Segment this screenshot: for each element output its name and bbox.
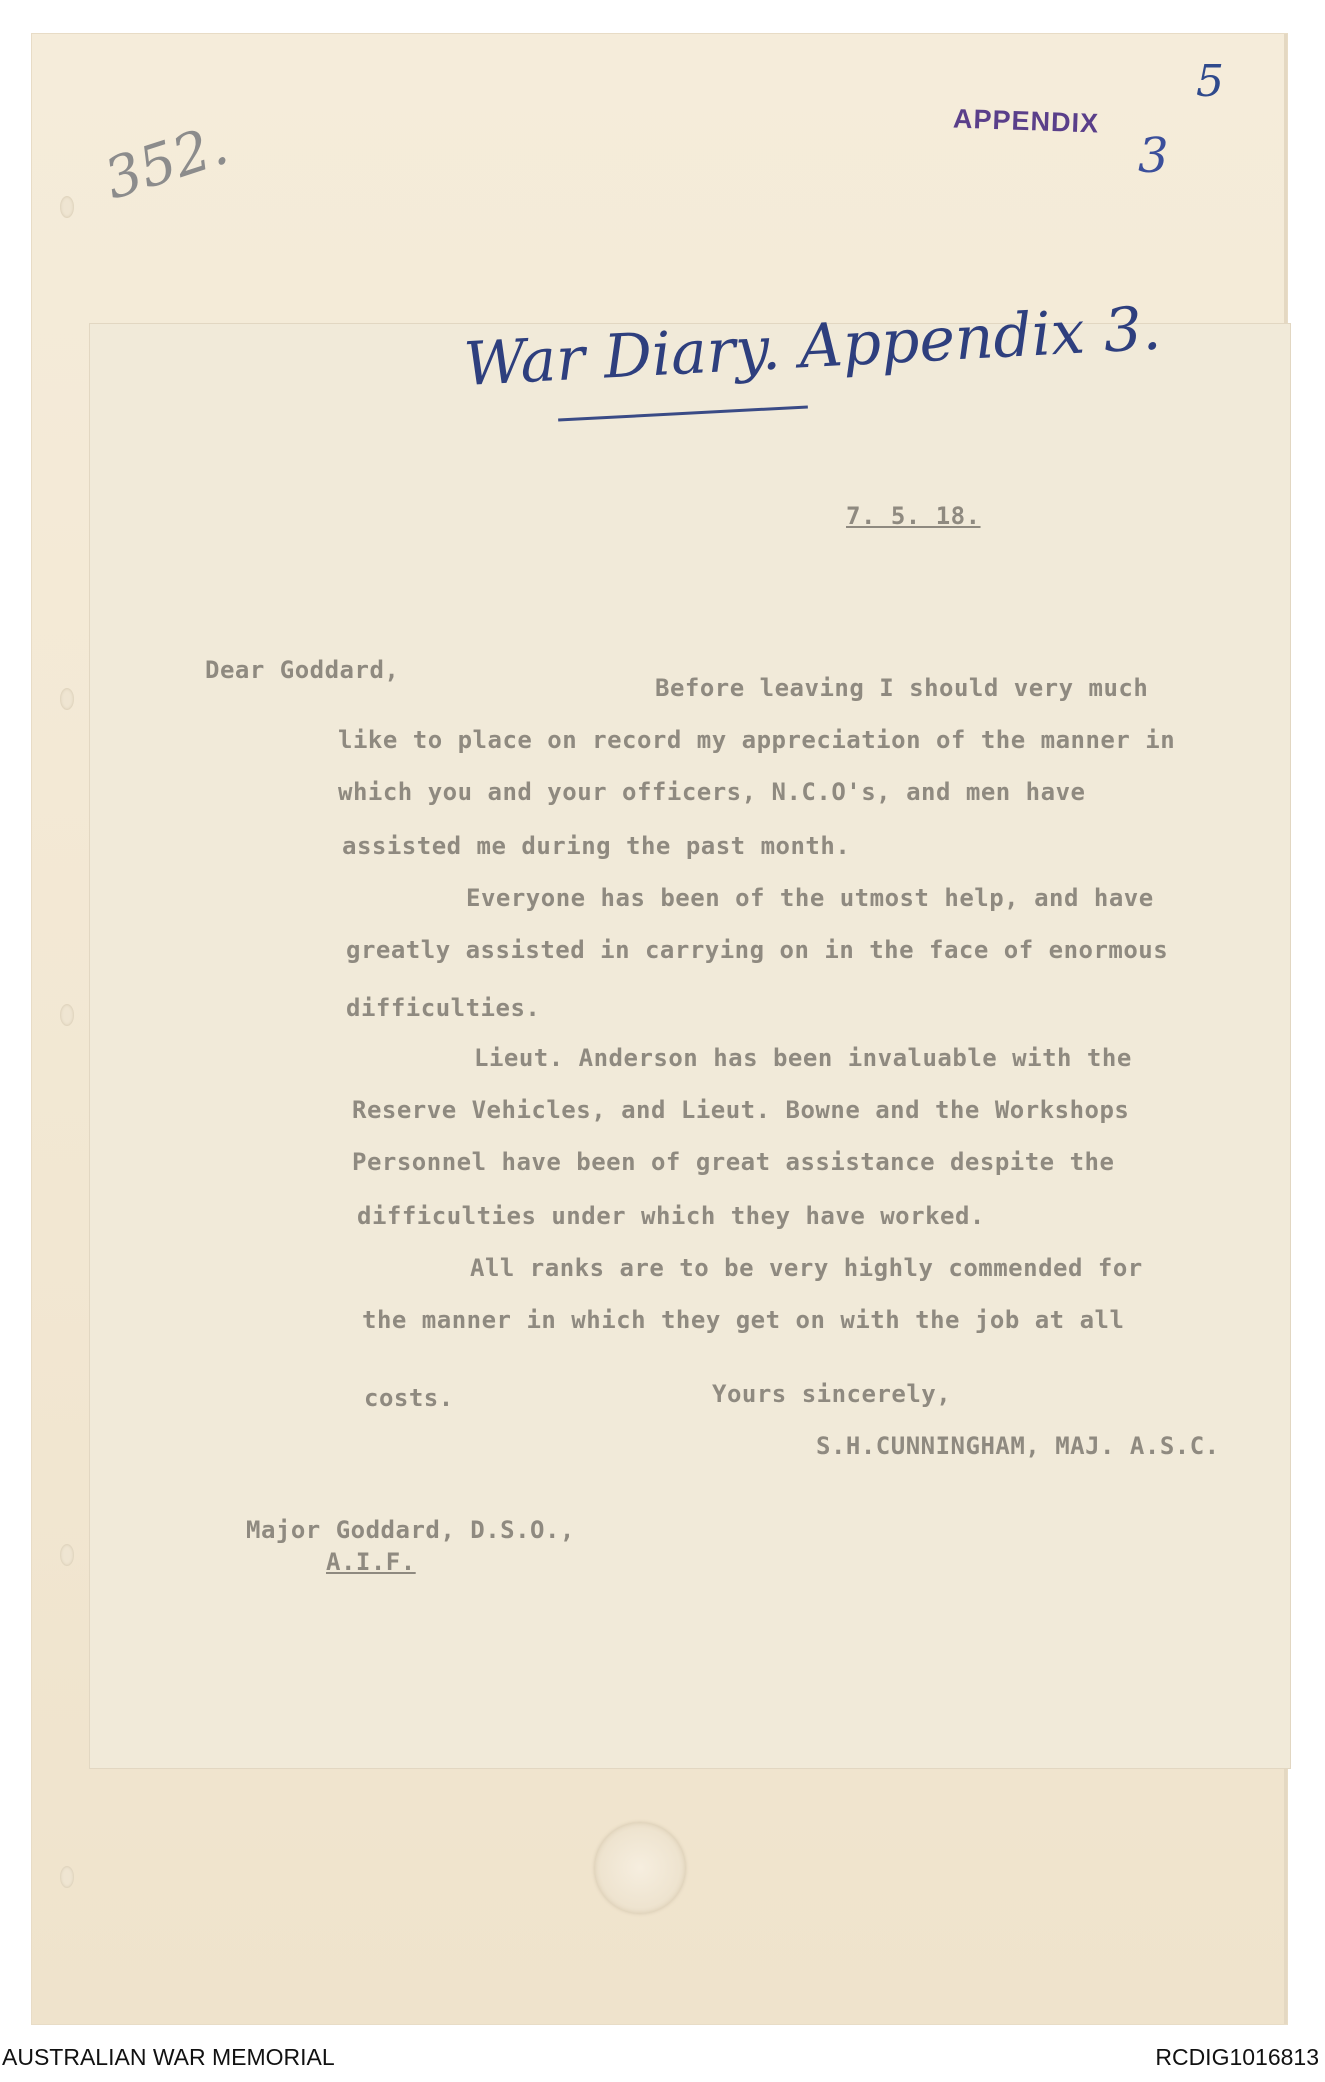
binder-hole: [60, 1544, 74, 1566]
letter-line: difficulties.: [346, 994, 541, 1022]
embossed-seal: [594, 1822, 686, 1914]
pencil-page-number: 352.: [97, 112, 236, 213]
binder-hole: [60, 1004, 74, 1026]
binder-hole: [60, 196, 74, 218]
letter-line: costs.: [364, 1384, 454, 1412]
letter-line: greatly assisted in carrying on in the face of enormous: [346, 936, 1169, 964]
binder-hole: [60, 1866, 74, 1888]
addressee-unit: A.I.F.: [326, 1548, 416, 1576]
handwritten-heading: War Diary. Appendix 3.: [462, 293, 1163, 400]
appendix-stamp-number: 3: [1138, 128, 1169, 184]
signature: S.H.CUNNINGHAM, MAJ. A.S.C.: [816, 1432, 1220, 1460]
corner-number: 5: [1196, 56, 1224, 107]
closing: Yours sincerely,: [712, 1380, 952, 1408]
letter-line: Personnel have been of great assistance despite the: [352, 1148, 1115, 1176]
letter-line: difficulties under which they have worked.: [357, 1202, 985, 1230]
salutation: Dear Goddard,: [205, 656, 400, 684]
letter-line: Everyone has been of the utmost help, and have: [466, 884, 1154, 912]
letter-line: Reserve Vehicles, and Lieut. Bowne and the Workshops: [352, 1096, 1130, 1124]
binder-hole: [60, 688, 74, 710]
footer-id: RCDIG1016813: [1155, 2044, 1319, 2070]
letter-date: 7. 5. 18.: [846, 502, 981, 530]
footer-source: AUSTRALIAN WAR MEMORIAL: [2, 2044, 335, 2070]
letter-line: which you and your officers, N.C.O's, and men have: [338, 778, 1086, 806]
letter-line: the manner in which they get on with the job at all: [362, 1306, 1125, 1334]
letter-line: All ranks are to be very highly commended for: [470, 1254, 1143, 1282]
appendix-stamp: APPENDIX: [952, 103, 1100, 139]
letter-line: assisted me during the past month.: [342, 832, 851, 860]
letter-line: Before leaving I should very much: [655, 674, 1149, 702]
letter-line: Lieut. Anderson has been invaluable with the: [474, 1044, 1132, 1072]
letter-line: like to place on record my appreciation of the manner in: [338, 726, 1176, 754]
addressee-name: Major Goddard, D.S.O.,: [246, 1516, 575, 1544]
